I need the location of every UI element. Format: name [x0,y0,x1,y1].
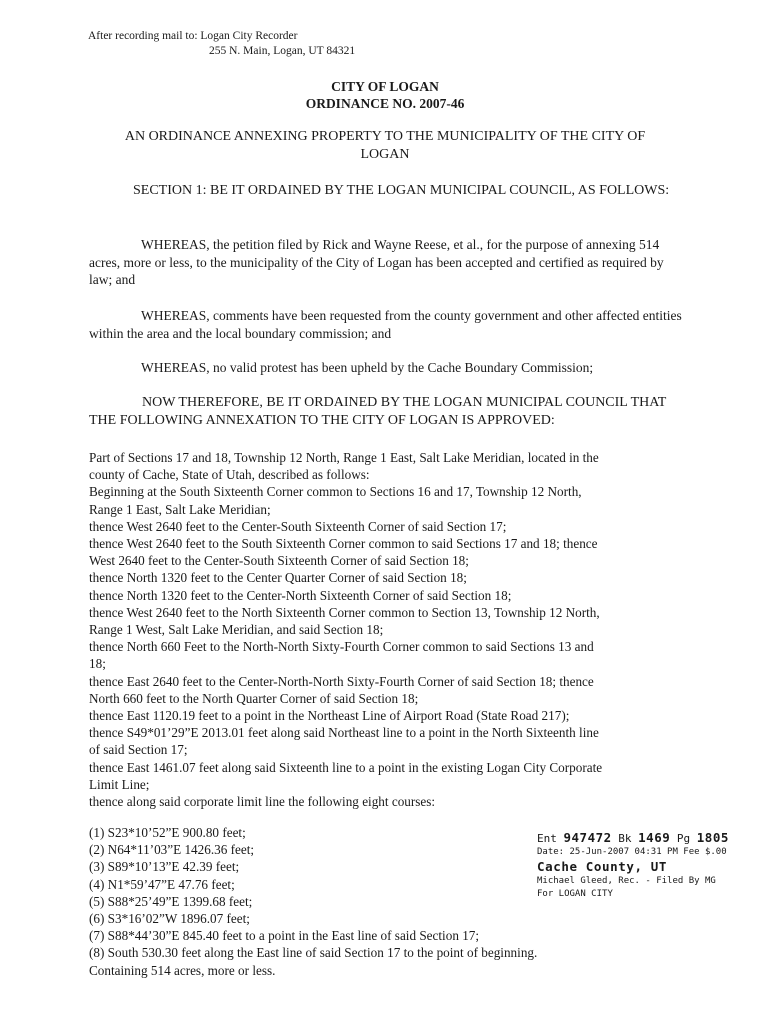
description-line: of said Section 17; [89,742,188,758]
whereas-paragraph-2: WHEREAS, comments have been requested from the county government and other affected entities within the area and the local boundary commission; and [89,308,682,341]
course-item: (1) S23*10’52”E 900.80 feet; [89,825,246,840]
description-line: thence North 1320 feet to the Center-North Sixteenth Corner of said Section 18; [89,587,512,603]
section-1-heading: SECTION 1: BE IT ORDAINED BY THE LOGAN MUNICIPAL COUNCIL, AS FOLLOWS: [133,183,670,198]
acreage-total: Containing 514 acres, more or less. [89,962,276,978]
now-therefore-clause: NOW THEREFORE, BE IT ORDAINED BY THE LOGAN MUNICIPAL COUNCIL THAT THE FOLLOWING ANNEXATION TO THE CITY OF LOGAN IS APPROVED: [89,395,667,428]
whereas-paragraph-3: WHEREAS, no valid protest has been upheld by the Cache Boundary Commission; [141,360,594,375]
legal-description [89,449,689,810]
stamp-entry-line [537,831,762,846]
description-line: thence S49*01’29”E 2013.01 feet along said Northeast line to a point in the North Sixteenth line [89,725,599,741]
city-heading: CITY OF LOGAN [331,79,439,94]
course-item: (6) S3*16’02”W 1896.07 feet; [89,911,250,927]
ordinance-number: ORDINANCE NO. 2007-46 [305,96,465,111]
stamp-ent-label: Ent [537,832,557,845]
description-line: North 660 feet to the North Quarter Corner of said Section 18; [89,690,419,706]
recording-line-2: 255 N. Main, Logan, UT 84321 [209,45,356,57]
recorder-stamp [537,831,762,901]
stamp-pg-label: Pg [676,832,691,845]
course-item: (8) South 530.30 feet along the East line of said Section 17 to the point of beginning. [89,945,538,961]
description-line: county of Cache, State of Utah, described as follows: [89,467,370,483]
description-line: thence West 2640 feet to the South Sixteenth Corner common to said Sections 17 and 18; thence [89,536,598,552]
description-line: Range 1 East, Salt Lake Meridian; [89,501,271,517]
ordinance-subtitle: AN ORDINANCE ANNEXING PROPERTY TO THE MUNICIPALITY OF THE CITY OF LOGAN [124,129,646,162]
description-line: thence West 2640 feet to the North Sixteenth Corner common to Section 13, Township 12 North, [89,604,600,620]
description-line: Range 1 West, Salt Lake Meridian, and said Section 18; [89,622,384,638]
stamp-date-line: Date: 25-Jun-2007 04:31 PM Fee $.00 [537,847,727,857]
stamp-for-line: For LOGAN CITY [537,889,613,899]
description-line: thence East 1461.07 feet along said Sixteenth line to a point in the existing Logan City Corporate [89,759,603,775]
description-line: thence along said corporate limit line the following eight courses: [89,794,436,810]
stamp-county-line: Cache County, UT [537,859,668,874]
description-line: 18; [89,656,106,672]
course-item: (3) S89*10’13”E 42.39 feet; [89,859,240,875]
description-line: Limit Line; [89,776,150,792]
description-line: Part of Sections 17 and 18, Township 12 North, Range 1 East, Salt Lake Meridian, located in the [89,450,599,465]
recording-line-1: After recording mail to: Logan City Recorder [88,30,298,42]
recording-address-block [88,29,355,59]
description-line: West 2640 feet to the Center-South Sixteenth Corner of said Section 18; [89,553,469,569]
stamp-recorder-line: Michael Gleed, Rec. - Filed By MG [537,876,716,886]
description-line: thence West 2640 feet to the Center-South Sixteenth Corner of said Section 17; [89,518,507,534]
description-line: thence North 1320 feet to the Center Quarter Corner of said Section 18; [89,570,467,586]
description-line: thence East 1120.19 feet to a point in the Northeast Line of Airport Road (State Road 217); [89,708,570,724]
course-item: (7) S88*44’30”E 845.40 feet to a point in the East line of said Section 17; [89,928,480,944]
stamp-bk-label: Bk [618,832,632,845]
stamp-ent-number: 947472 [563,830,612,845]
document-title [0,78,770,112]
course-item: (2) N64*11’03”E 1426.36 feet; [89,842,255,858]
course-item: (5) S88*25’49”E 1399.68 feet; [89,893,253,909]
description-line: thence North 660 Feet to the North-North Sixty-Fourth Corner common to said Sections 13 and [89,639,594,655]
whereas-paragraph-1: WHEREAS, the petition filed by Rick and Wayne Reese, et al., for the purpose of annexing 514 acres, more or less, to the municipality of the City of Logan has been accepted and certified as required by law; and [89,237,664,287]
description-line: thence East 2640 feet to the Center-North-North Sixty-Fourth Corner of said Section 18; thence [89,673,594,689]
stamp-bk-number: 1469 [638,830,671,845]
course-item: (4) N1*59’47”E 47.76 feet; [89,876,235,892]
description-line: Beginning at the South Sixteenth Corner common to Sections 16 and 17, Township 12 North, [89,484,582,500]
stamp-pg-number: 1805 [696,830,729,845]
